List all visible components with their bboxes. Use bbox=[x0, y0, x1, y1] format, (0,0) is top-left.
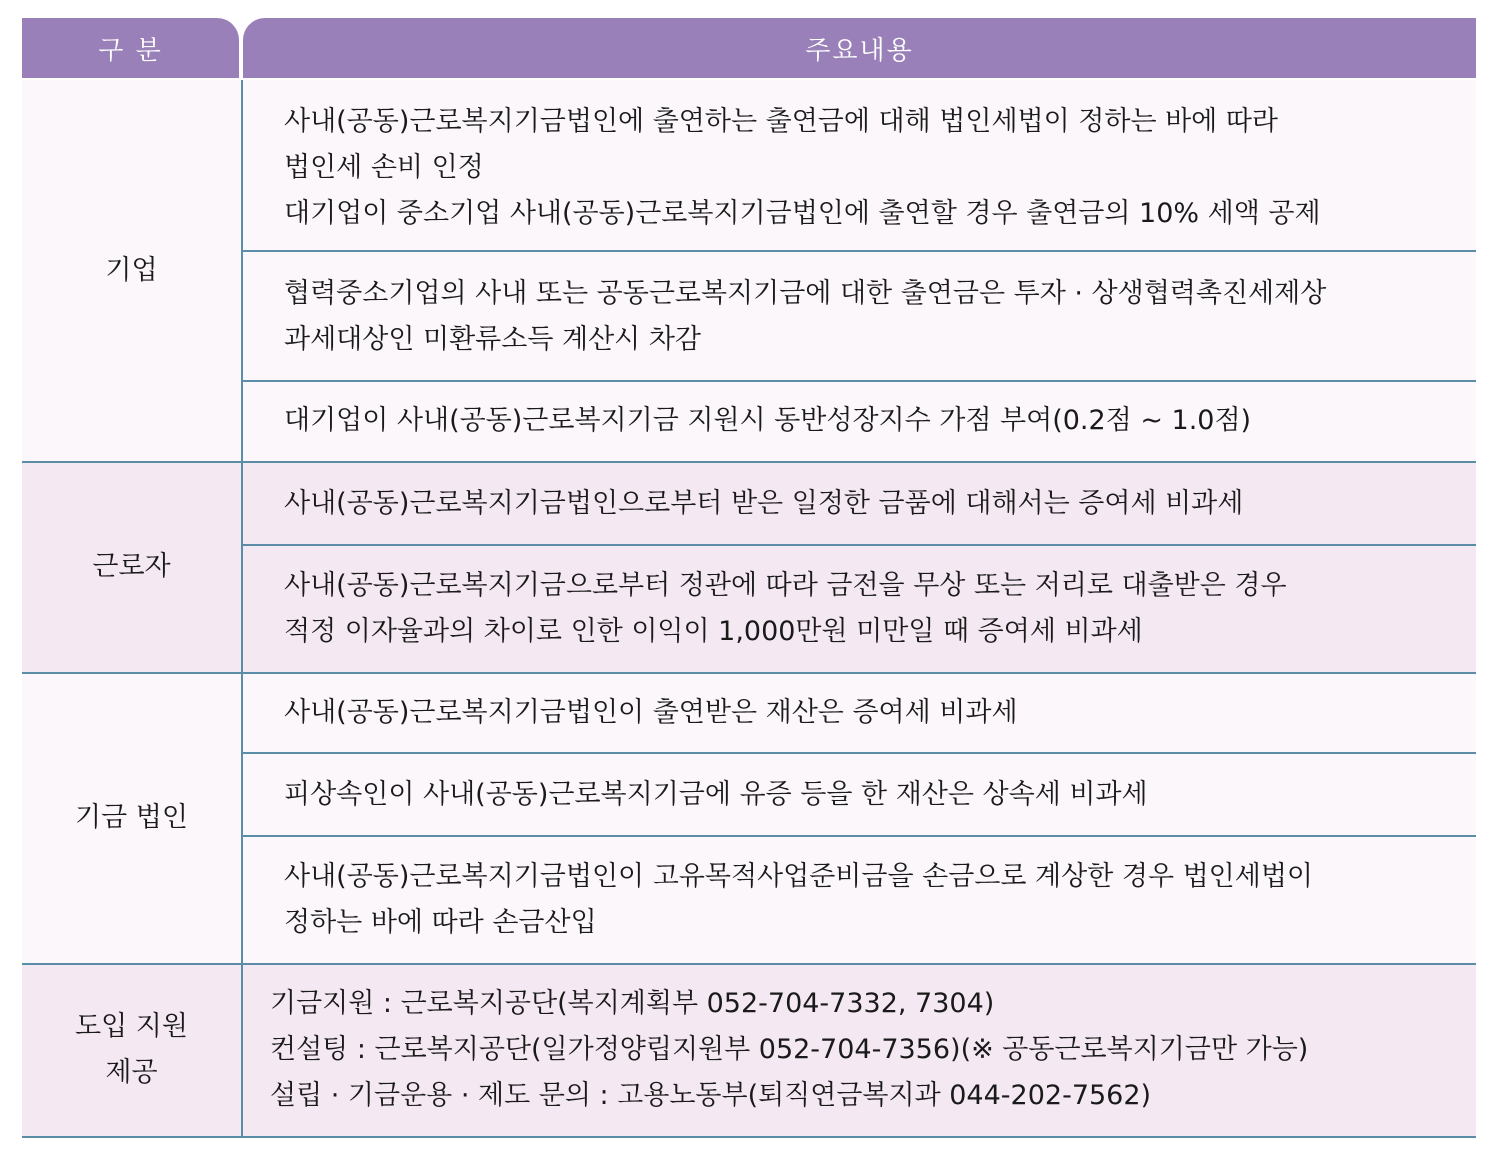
content-row: 피상속인이 사내(공동)근로복지기금에 유증 등을 한 재산은 상속세 비과세 bbox=[284, 778, 1148, 810]
content-row: 기금지원 : 근로복지공단(복지계획부 052-704-7332, 7304) 컨설팅 : 근로복지공단(일가정양립지원부 052-704-7356)(※ 공동근로복지기금만 가능) 설립 · 기금운용 · 제도 문의 : 고용노동부(퇴직연금복지과 044-202-7562) bbox=[270, 988, 1309, 1111]
content-row: 협력중소기업의 사내 또는 공동근로복지기금에 대한 출연금은 투자 · 상생협력촉진세제상 과세대상인 미환류소득 계산시 차감 bbox=[284, 278, 1327, 355]
content-row: 사내(공동)근로복지기금법인이 고유목적사업준비금을 손금으로 계상한 경우 법인세법이 정하는 바에 따라 손금산입 bbox=[284, 861, 1314, 938]
row-separator bbox=[241, 250, 1476, 252]
header-content: 주요내용 bbox=[243, 18, 1476, 78]
content-row: 사내(공동)근로복지기금으로부터 정관에 따라 금전을 무상 또는 저리로 대출받은 경우 적정 이자율과의 차이로 인한 이익이 1,000만원 미만일 때 증여세 비과세 bbox=[284, 570, 1287, 647]
content-row: 대기업이 사내(공동)근로복지기금 지원시 동반성장지수 가점 부여(0.2점 ~ 1.0점) bbox=[284, 405, 1252, 436]
category-worker: 근로자 bbox=[92, 551, 171, 582]
table-bottom-border bbox=[22, 1136, 1476, 1138]
category-company: 기업 bbox=[105, 254, 158, 286]
category-adoption-support: 도입 지원 제공 bbox=[75, 1011, 188, 1088]
content-row: 사내(공동)근로복지기금법인이 출연받은 재산은 증여세 비과세 bbox=[284, 697, 1018, 728]
content-row: 사내(공동)근로복지기금법인에 출연하는 출연금에 대해 법인세법이 정하는 바에 따라 법인세 손비 인정 대기업이 중소기업 사내(공동)근로복지기금법인에 출연할 경우 출연금의 10% 세액 공제 bbox=[284, 106, 1321, 229]
category-fund-corporation: 기금 법인 bbox=[75, 802, 188, 833]
content-row: 사내(공동)근로복지기금법인으로부터 받은 일정한 금품에 대해서는 증여세 비과세 bbox=[284, 488, 1244, 519]
header-category: 구 분 bbox=[22, 18, 239, 78]
column-divider bbox=[241, 80, 243, 1137]
